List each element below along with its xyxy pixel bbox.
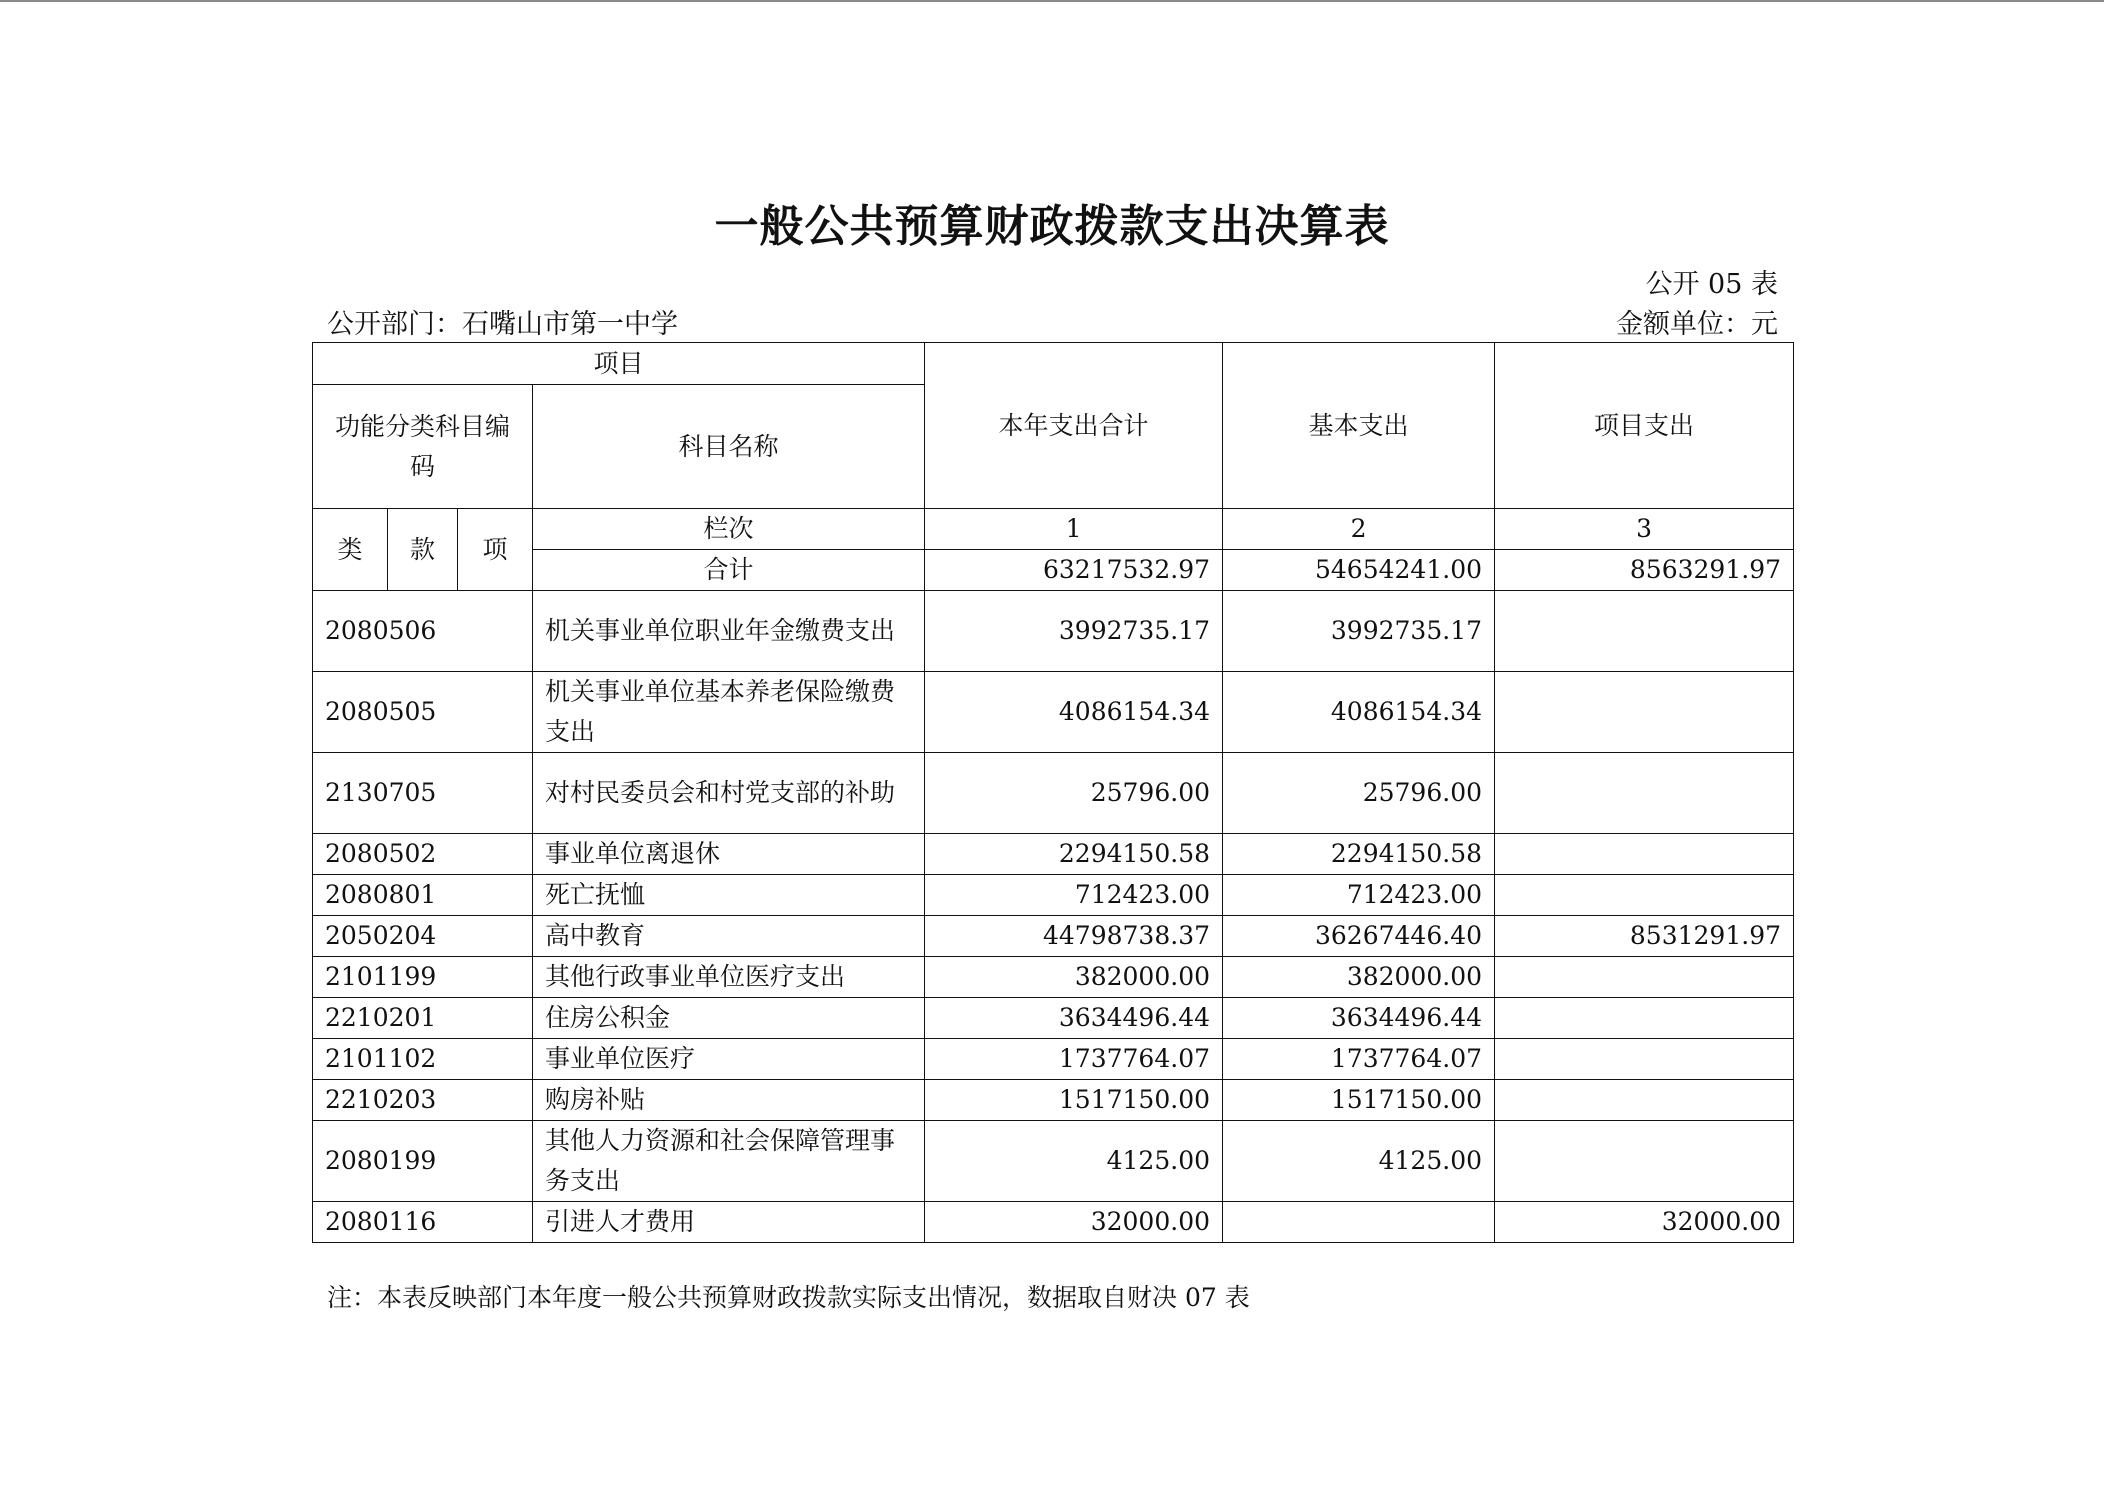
sum-row [313,550,1794,591]
document-title: 一般公共预算财政拨款支出决算表 [714,201,1390,252]
basic-amount: 3634496.44 [1223,998,1495,1039]
project-amount [1495,957,1794,998]
project-amount [1495,998,1794,1039]
subject-name: 引进人才费用 [533,1202,925,1243]
basic-amount: 25796.00 [1223,753,1495,834]
project-amount [1495,753,1794,834]
subject-code: 2130705 [313,753,533,834]
table-footnote: 注：本表反映部门本年度一般公共预算财政拨款实际支出情况，数据取自财决 07 表 [327,1283,1250,1312]
subject-name: 对村民委员会和村党支部的补助 [533,753,925,834]
form-number: 公开 05 表 [1645,269,1778,300]
total-amount: 3634496.44 [925,998,1223,1039]
subject-code: 2050204 [313,916,533,957]
subject-name: 其他行政事业单位医疗支出 [533,957,925,998]
project-amount [1495,672,1794,753]
header-subject-name: 科目名称 [533,385,925,509]
header-func-code: 功能分类科目编码 [313,385,533,509]
subject-name: 机关事业单位基本养老保险缴费支出 [533,672,925,753]
basic-amount: 2294150.58 [1223,834,1495,875]
header-kuan: 款 [388,509,458,591]
subject-code: 2101199 [313,957,533,998]
total-amount: 2294150.58 [925,834,1223,875]
total-amount: 382000.00 [925,957,1223,998]
total-amount: 4125.00 [925,1121,1223,1202]
project-amount: 8531291.97 [1495,916,1794,957]
project-amount [1495,1080,1794,1121]
column-index-1: 1 [925,509,1223,550]
subject-name: 其他人力资源和社会保障管理事务支出 [533,1121,925,1202]
total-amount: 32000.00 [925,1202,1223,1243]
table-row [313,1121,1794,1202]
expenditure-table [312,342,1794,1243]
basic-amount: 3992735.17 [1223,591,1495,672]
table-row [313,753,1794,834]
total-amount: 25796.00 [925,753,1223,834]
column-index-2: 2 [1223,509,1495,550]
subject-code: 2080506 [313,591,533,672]
subject-name: 机关事业单位职业年金缴费支出 [533,591,925,672]
subject-code: 2080505 [313,672,533,753]
table-row [313,875,1794,916]
subject-name: 事业单位医疗 [533,1039,925,1080]
project-amount [1495,1121,1794,1202]
project-amount: 32000.00 [1495,1202,1794,1243]
table-row [313,998,1794,1039]
basic-amount: 712423.00 [1223,875,1495,916]
subject-code: 2101102 [313,1039,533,1080]
basic-amount [1223,1202,1495,1243]
subject-name: 高中教育 [533,916,925,957]
project-amount [1495,834,1794,875]
header-project: 项目支出 [1495,343,1794,509]
header-row-column-index [313,509,1794,550]
subject-code: 2080199 [313,1121,533,1202]
basic-amount: 382000.00 [1223,957,1495,998]
table-row [313,916,1794,957]
total-amount: 44798738.37 [925,916,1223,957]
subject-name: 事业单位离退休 [533,834,925,875]
sum-project: 8563291.97 [1495,550,1794,591]
subject-code: 2080116 [313,1202,533,1243]
total-amount: 712423.00 [925,875,1223,916]
project-amount [1495,591,1794,672]
table-row [313,1202,1794,1243]
header-total: 本年支出合计 [925,343,1223,509]
page-top-border [0,0,2104,2]
subject-code: 2210203 [313,1080,533,1121]
header-row-item [313,343,1794,385]
total-amount: 1737764.07 [925,1039,1223,1080]
header-xiang: 项 [458,509,533,591]
header-lei: 类 [313,509,388,591]
subject-code: 2080801 [313,875,533,916]
subject-name: 购房补贴 [533,1080,925,1121]
currency-unit-label: 金额单位：元 [1616,309,1778,340]
basic-amount: 4125.00 [1223,1121,1495,1202]
basic-amount: 1737764.07 [1223,1039,1495,1080]
table-row [313,957,1794,998]
table-row [313,834,1794,875]
total-amount: 4086154.34 [925,672,1223,753]
basic-amount: 1517150.00 [1223,1080,1495,1121]
table-row [313,591,1794,672]
department-label: 公开部门：石嘴山市第一中学 [327,309,678,340]
total-amount: 1517150.00 [925,1080,1223,1121]
subject-name: 住房公积金 [533,998,925,1039]
sum-label: 合计 [533,550,925,591]
project-amount [1495,875,1794,916]
header-basic: 基本支出 [1223,343,1495,509]
basic-amount: 36267446.40 [1223,916,1495,957]
subject-code: 2210201 [313,998,533,1039]
column-index-label: 栏次 [533,509,925,550]
table-row [313,1080,1794,1121]
total-amount: 3992735.17 [925,591,1223,672]
basic-amount: 4086154.34 [1223,672,1495,753]
column-index-3: 3 [1495,509,1794,550]
subject-name: 死亡抚恤 [533,875,925,916]
sum-basic: 54654241.00 [1223,550,1495,591]
project-amount [1495,1039,1794,1080]
header-item: 项目 [313,343,925,385]
subject-code: 2080502 [313,834,533,875]
sum-total: 63217532.97 [925,550,1223,591]
table-row [313,1039,1794,1080]
table-row [313,672,1794,753]
